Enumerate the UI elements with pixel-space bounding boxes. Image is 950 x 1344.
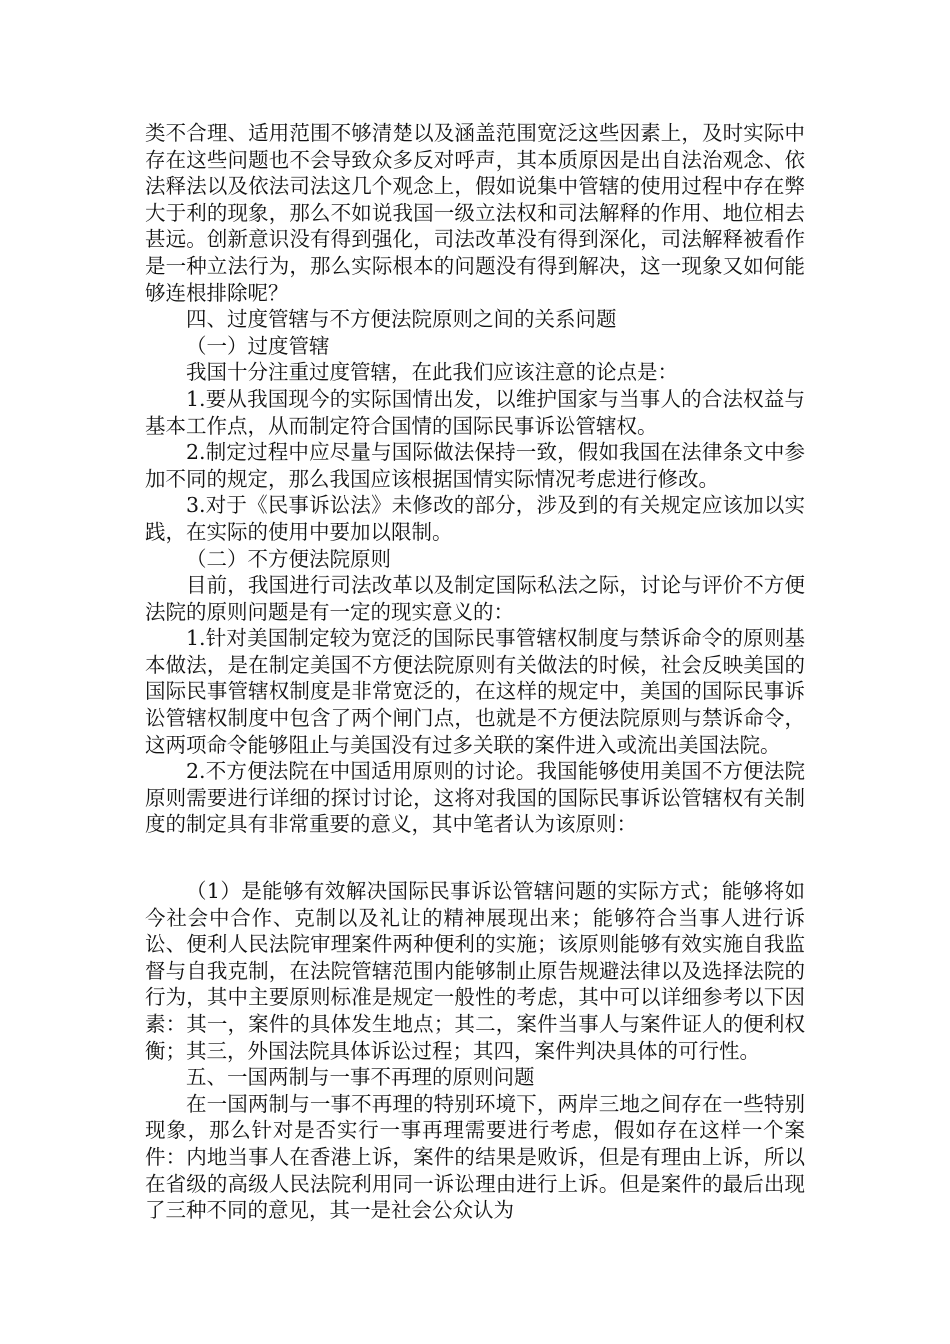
- section-heading-four: 四、过度管辖与不方便法院原则之间的关系问题: [186, 307, 617, 332]
- list-item: （1）是能够有效解决国际民事诉讼管辖问题的实际方式；能够将如今社会中合作、克制以及礼让的精神展现出来；能够符合当事人进行诉讼、便利人民法院审理案件两种便利的实施；该原则能够有效实施自我监督与自我克制，在法院管辖范围内能够制止原告规避法律以及选择法院的行为，其中主要原则标准是规定一般性的考虑，其中可以详细参考以下因素：其一，案件的具体发生地点；其二，案件当事人与案件证人的便利权衡；其三，外国法院具体诉讼过程；其四，案件判决具体的可行性。: [145, 879, 805, 1063]
- document-body: [145, 120, 805, 1224]
- list-item: 3.对于《民事诉讼法》未修改的部分，涉及到的有关规定应该加以实践，在实际的使用中要加以限制。: [145, 493, 805, 544]
- list-item: 1.要从我国现今的实际国情出发，以维护国家与当事人的合法权益与基本工作点，从而制定符合国情的国际民事诉讼管辖权。: [145, 386, 805, 438]
- list-item: 2.制定过程中应尽量与国际做法保持一致，假如我国在法律条文中参加不同的规定，那么我国应该根据国情实际情况考虑进行修改。: [145, 440, 805, 491]
- list-item: 2.不方便法院在中国适用原则的讨论。我国能够使用美国不方便法院原则需要进行详细的探讨讨论，这将对我国的国际民事诉讼管辖权有关制度的制定具有非常重要的意义，其中笔者认为该原则：: [145, 759, 805, 837]
- list-item: 1.针对美国制定较为宽泛的国际民事管辖权制度与禁诉命令的原则基本做法，是在制定美国不方便法院原则有关做法的时候，社会反映美国的国际民事管辖权制度是非常宽泛的，在这样的规定中，美国的国际民事诉讼管辖权制度中包含了两个闸门点，也就是不方便法院原则与禁诉命令，这两项命令能够阻止与美国没有过多关联的案件进入或流出美国法院。: [145, 626, 805, 757]
- subsection-heading-excessive-jurisdiction: （一）过度管辖: [186, 333, 330, 358]
- paragraph-continuation: 类不合理、适用范围不够清楚以及涵盖范围宽泛这些因素上，及时实际中存在这些问题也不会导致众多反对呼声，其本质原因是出自法治观念、依法释法以及依法司法这几个观念上，假如说集中管辖的使用过程中存在弊大于利的现象，那么不如说我国一级立法权和司法解释的作用、地位相去甚远。创新意识没有得到强化，司法改革没有得到深化，司法解释被看作是一种立法行为，那么实际根本的问题没有得到解决，这一现象又如何能够连根排除呢？: [145, 121, 805, 305]
- paragraph: 目前，我国进行司法改革以及制定国际私法之际，讨论与评价不方便法院的原则问题是有一定的现实意义的：: [145, 573, 805, 624]
- blank-gap: [145, 838, 805, 878]
- paragraph: 在一国两制与一事不再理的特别环境下，两岸三地之间存在一些特别现象，那么针对是否实行一事再理需要进行考虑，假如存在这样一个案件：内地当事人在香港上诉，案件的结果是败诉，但是有理由上诉，所以在省级的高级人民法院利用同一诉讼理由进行上诉。但是案件的最后出现了三种不同的意见，其一是社会公众认为: [145, 1091, 805, 1223]
- subsection-heading-forum-non-conveniens: （二）不方便法院原则: [186, 546, 391, 571]
- paragraph: 我国十分注重过度管辖，在此我们应该注意的论点是：: [186, 360, 678, 385]
- section-heading-five: 五、一国两制与一事不再理的原则问题: [186, 1065, 535, 1090]
